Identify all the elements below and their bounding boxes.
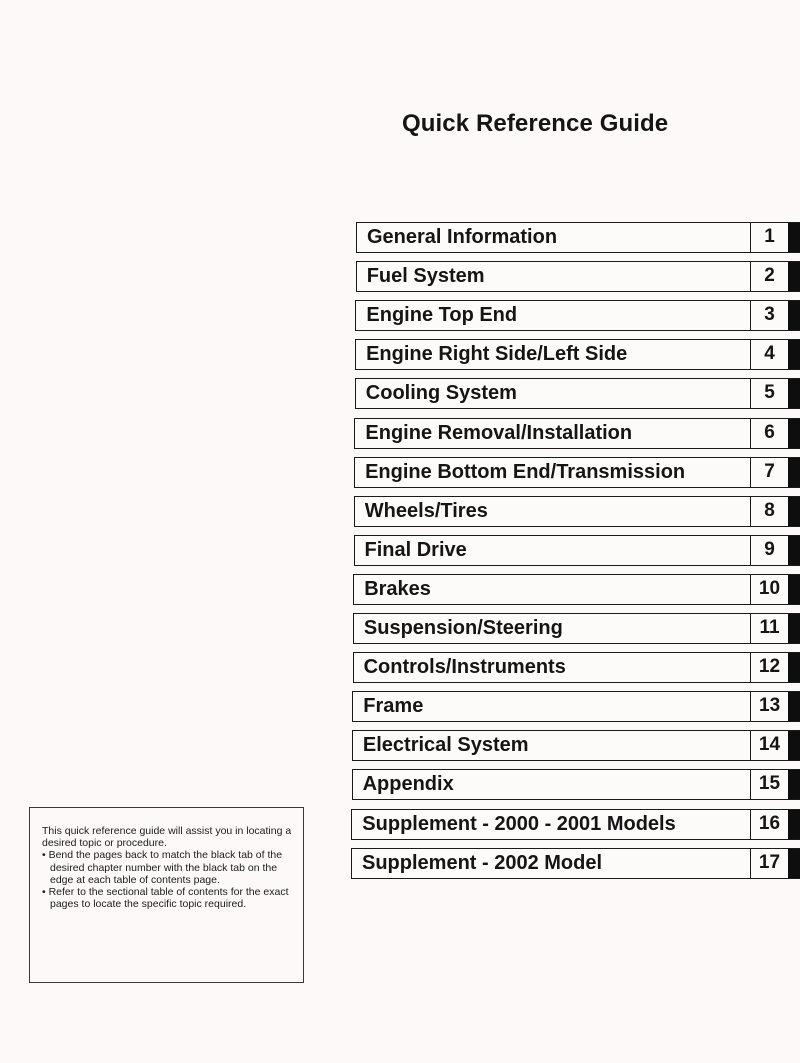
chapter-title: Engine Top End	[366, 304, 518, 327]
black-edge-tab	[788, 653, 800, 682]
chapter-title: Engine Right Side/Left Side	[366, 343, 628, 366]
chapter-row[interactable]	[353, 613, 800, 644]
chapter-row[interactable]	[354, 535, 800, 566]
chapter-row[interactable]	[352, 730, 800, 761]
page-title: Quick Reference Guide	[402, 110, 669, 137]
chapter-number: 7	[750, 458, 788, 487]
chapter-number: 5	[750, 379, 788, 408]
chapter-number: 17	[750, 849, 788, 878]
chapter-row[interactable]	[355, 300, 800, 331]
chapter-number: 8	[750, 497, 788, 526]
chapter-title: Brakes	[364, 577, 431, 600]
chapter-number: 2	[750, 262, 788, 291]
chapter-row[interactable]	[354, 418, 800, 449]
black-edge-tab	[788, 262, 800, 291]
chapter-title: Supplement - 2000 - 2001 Models	[362, 812, 676, 835]
black-edge-tab	[788, 692, 800, 721]
black-edge-tab	[788, 379, 800, 408]
chapter-title: Cooling System	[365, 382, 517, 405]
chapter-row[interactable]	[353, 652, 800, 683]
chapter-number: 13	[750, 692, 788, 721]
chapter-number: 4	[750, 340, 788, 369]
chapter-title: Electrical System	[362, 734, 529, 757]
instructions-note	[29, 807, 304, 983]
black-edge-tab	[788, 536, 800, 565]
note-bullet-text: Refer to the sectional table of contents for the exact pages to locate the specific topic required.	[48, 886, 289, 911]
chapter-number: 6	[750, 419, 788, 448]
chapter-title: Wheels/Tires	[364, 499, 488, 522]
chapter-number: 15	[750, 770, 788, 799]
chapter-row[interactable]	[352, 691, 800, 722]
chapter-row[interactable]	[354, 457, 800, 488]
chapter-number: 1	[750, 223, 788, 252]
chapter-row[interactable]	[356, 222, 800, 253]
chapter-title: Supplement - 2002 Model	[362, 851, 603, 874]
note-bullet-text: Bend the pages back to match the black tab of the desired chapter number with the black tab on the edge at each table of contents page.	[48, 849, 283, 886]
note-intro: This quick reference guide will assist you in locating a desired topic or procedure.	[42, 825, 292, 850]
chapter-row[interactable]	[355, 378, 800, 409]
black-edge-tab	[788, 770, 800, 799]
chapter-title: Suspension/Steering	[363, 617, 563, 639]
chapter-number: 9	[750, 536, 788, 565]
chapter-row[interactable]	[351, 809, 800, 840]
chapter-title: General Information	[367, 226, 558, 248]
chapter-title: Frame	[363, 695, 424, 718]
chapter-number: 11	[750, 614, 788, 643]
black-edge-tab	[788, 301, 800, 330]
chapter-row[interactable]	[352, 769, 800, 800]
black-edge-tab	[788, 497, 800, 526]
chapter-title: Appendix	[362, 773, 454, 796]
note-bullet-2: • Refer to the sectional table of contents for the exact pages to locate the specific topic required.	[42, 886, 289, 911]
chapter-number: 3	[750, 301, 788, 330]
chapter-number: 12	[750, 653, 788, 682]
black-edge-tab	[788, 575, 800, 604]
chapter-row[interactable]	[356, 261, 800, 292]
black-edge-tab	[788, 731, 800, 760]
chapter-number: 10	[750, 575, 788, 604]
chapter-row[interactable]	[351, 848, 800, 879]
chapter-row[interactable]	[355, 339, 800, 370]
note-bullet-1: • Bend the pages back to match the black tab of the desired chapter number with the black tab on the edge at each table of contents page.	[42, 849, 283, 886]
chapter-title: Engine Removal/Installation	[365, 421, 633, 444]
black-edge-tab	[788, 458, 800, 487]
black-edge-tab	[788, 223, 800, 252]
chapter-row[interactable]	[353, 574, 800, 605]
black-edge-tab	[788, 614, 800, 643]
black-edge-tab	[788, 419, 800, 448]
chapter-title: Controls/Instruments	[363, 656, 566, 679]
black-edge-tab	[788, 849, 800, 878]
black-edge-tab	[788, 340, 800, 369]
chapter-number: 14	[750, 731, 788, 760]
black-edge-tab	[788, 810, 800, 839]
chapter-title: Fuel System	[366, 265, 485, 288]
chapter-title: Engine Bottom End/Transmission	[365, 460, 686, 483]
chapter-row[interactable]	[354, 496, 800, 527]
chapter-number: 16	[750, 810, 788, 839]
chapter-title: Final Drive	[364, 538, 467, 561]
